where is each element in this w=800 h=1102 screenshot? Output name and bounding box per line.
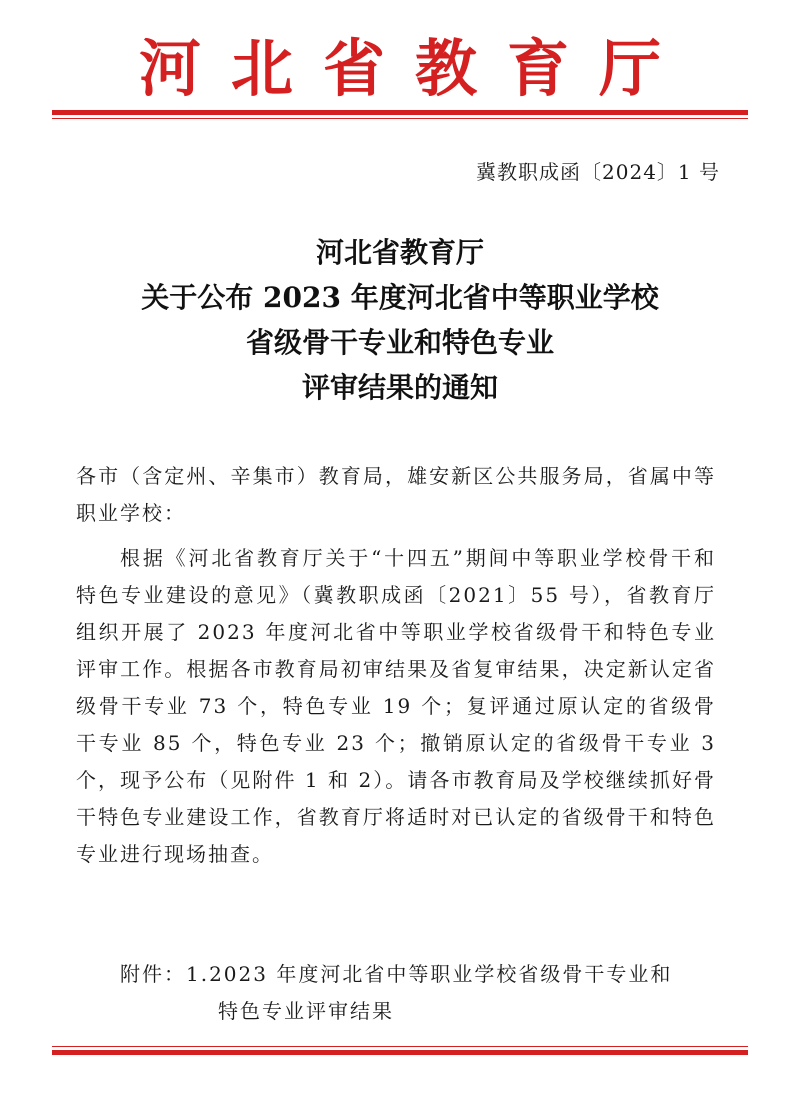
salutation: 各市（含定州、辛集市）教育局，雄安新区公共服务局，省属中等职业学校：	[76, 464, 716, 525]
title-line-1: 河北省教育厅	[315, 236, 484, 269]
body-paragraph: 根据《河北省教育厅关于“十四五”期间中等职业学校骨干和特色专业建设的意见》（冀教职成函〔2021〕55 号），省教育厅组织开展了 2023 年度河北省中等职业学校省级骨干和特色专业评审工作。根据各市教育局初审结果及省复审结果，决定新认定省级骨干专业 73 个，特色专业 19 个；复评通过原认定的省级骨干专业 85 个，特色专业 23 个；撤销原认定的省级骨干专业 3 个，现予公布（见附件 1 和 2）。请各市教育局及学校继续抓好骨干特色专业建设工作，省教育厅将适时对已认定的省级骨干和特色专业进行现场抽查。	[76, 546, 716, 866]
footer-red-rule-thick	[52, 1050, 748, 1055]
attachment-line-2: 特色专业评审结果	[218, 999, 394, 1023]
letterhead-red-rule-thick	[52, 110, 748, 115]
footer-red-rule-thin	[52, 1046, 748, 1047]
title-line-2: 关于公布 2023 年度河北省中等职业学校	[141, 281, 659, 314]
agency-letterhead: 河北省教育厅	[138, 32, 691, 105]
title-line-4: 评审结果的通知	[301, 371, 498, 404]
document-title	[60, 230, 740, 410]
attachment-line-1: 附件：1.2023 年度河北省中等职业学校省级骨干专业和	[120, 962, 673, 986]
title-line-3: 省级骨干专业和特色专业	[245, 326, 554, 359]
letterhead-red-rule-thin	[52, 118, 748, 119]
document-number: 冀教职成函〔2024〕1 号	[476, 160, 720, 184]
